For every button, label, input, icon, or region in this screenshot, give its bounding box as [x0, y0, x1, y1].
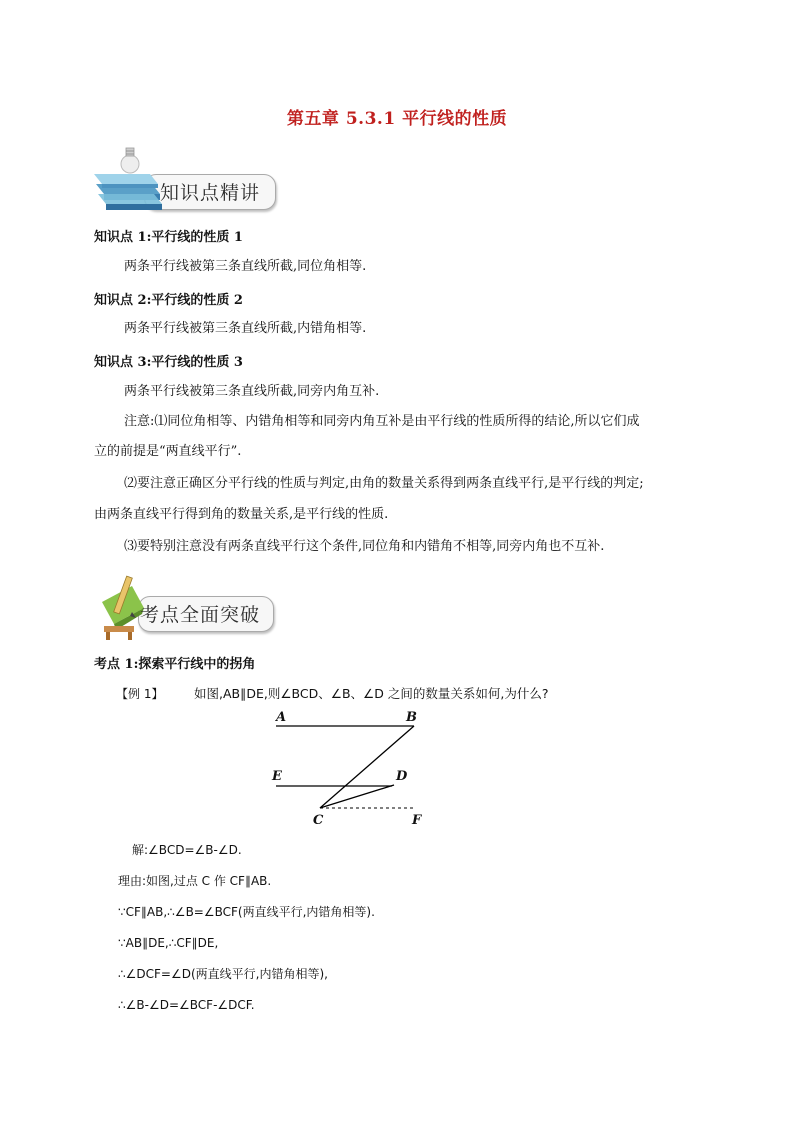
solution-line: 理由:如图,过点 C 作 CF∥AB. — [118, 874, 272, 888]
example-question: 如图,AB∥DE,则∠BCD、∠B、∠D 之间的数量关系如何,为什么? — [194, 686, 549, 701]
knowledge-point-text: 两条平行线被第三条直线所截,同旁内角互补. — [124, 384, 380, 399]
point-label-e: E — [272, 769, 282, 784]
section-banner-exam — [92, 572, 282, 642]
line-cd — [320, 785, 394, 808]
line-bc — [320, 726, 414, 808]
page-title: 第五章 5.3.1 平行线的性质 — [286, 109, 508, 129]
knowledge-point-heading: 知识点 1:平行线的性质 1 — [94, 230, 243, 245]
solution-line: ∵AB∥DE,∴CF∥DE, — [118, 936, 219, 950]
note-2-line-2: 由两条直线平行得到角的数量关系,是平行线的性质. — [94, 507, 389, 522]
knowledge-point-heading: 知识点 3:平行线的性质 3 — [94, 355, 243, 370]
banner-label: 知识点精讲 — [160, 182, 261, 204]
section-banner-knowledge — [92, 144, 282, 214]
note-1-line-1: 注意:⑴同位角相等、内错角相等和同旁内角互补是由平行线的性质所得的结论,所以它们成 — [124, 414, 640, 429]
solution-line: ∴∠B-∠D=∠BCF-∠DCF. — [118, 998, 255, 1012]
exam-point-heading: 考点 1:探索平行线中的拐角 — [94, 657, 256, 672]
point-label-a: A — [276, 710, 287, 725]
knowledge-point-text: 两条平行线被第三条直线所截,内错角相等. — [124, 321, 367, 336]
note-3: ⑶要特别注意没有两条直线平行这个条件,同位角和内错角不相等,同旁内角也不互补. — [124, 539, 605, 554]
banner-label: 考点全面突破 — [140, 604, 261, 626]
point-label-f: F — [412, 813, 422, 828]
solution-line: ∴∠DCF=∠D(两直线平行,内错角相等), — [118, 967, 328, 981]
point-label-d: D — [396, 769, 408, 784]
point-label-b: B — [406, 710, 417, 725]
solution-line: 解:∠BCD=∠B-∠D. — [132, 843, 242, 857]
knowledge-point-heading: 知识点 2:平行线的性质 2 — [94, 293, 243, 308]
note-1-line-2: 立的前提是“两直线平行”. — [94, 444, 242, 459]
knowledge-point-text: 两条平行线被第三条直线所截,同位角相等. — [124, 259, 367, 274]
note-2-line-1: ⑵要注意正确区分平行线的性质与判定,由角的数量关系得到两条直线平行,是平行线的判定; — [124, 476, 644, 491]
solution-line: ∵CF∥AB,∴∠B=∠BCF(两直线平行,内错角相等). — [118, 905, 375, 919]
example-tag: 【例 1】 — [116, 687, 164, 701]
point-label-c: C — [313, 813, 324, 828]
